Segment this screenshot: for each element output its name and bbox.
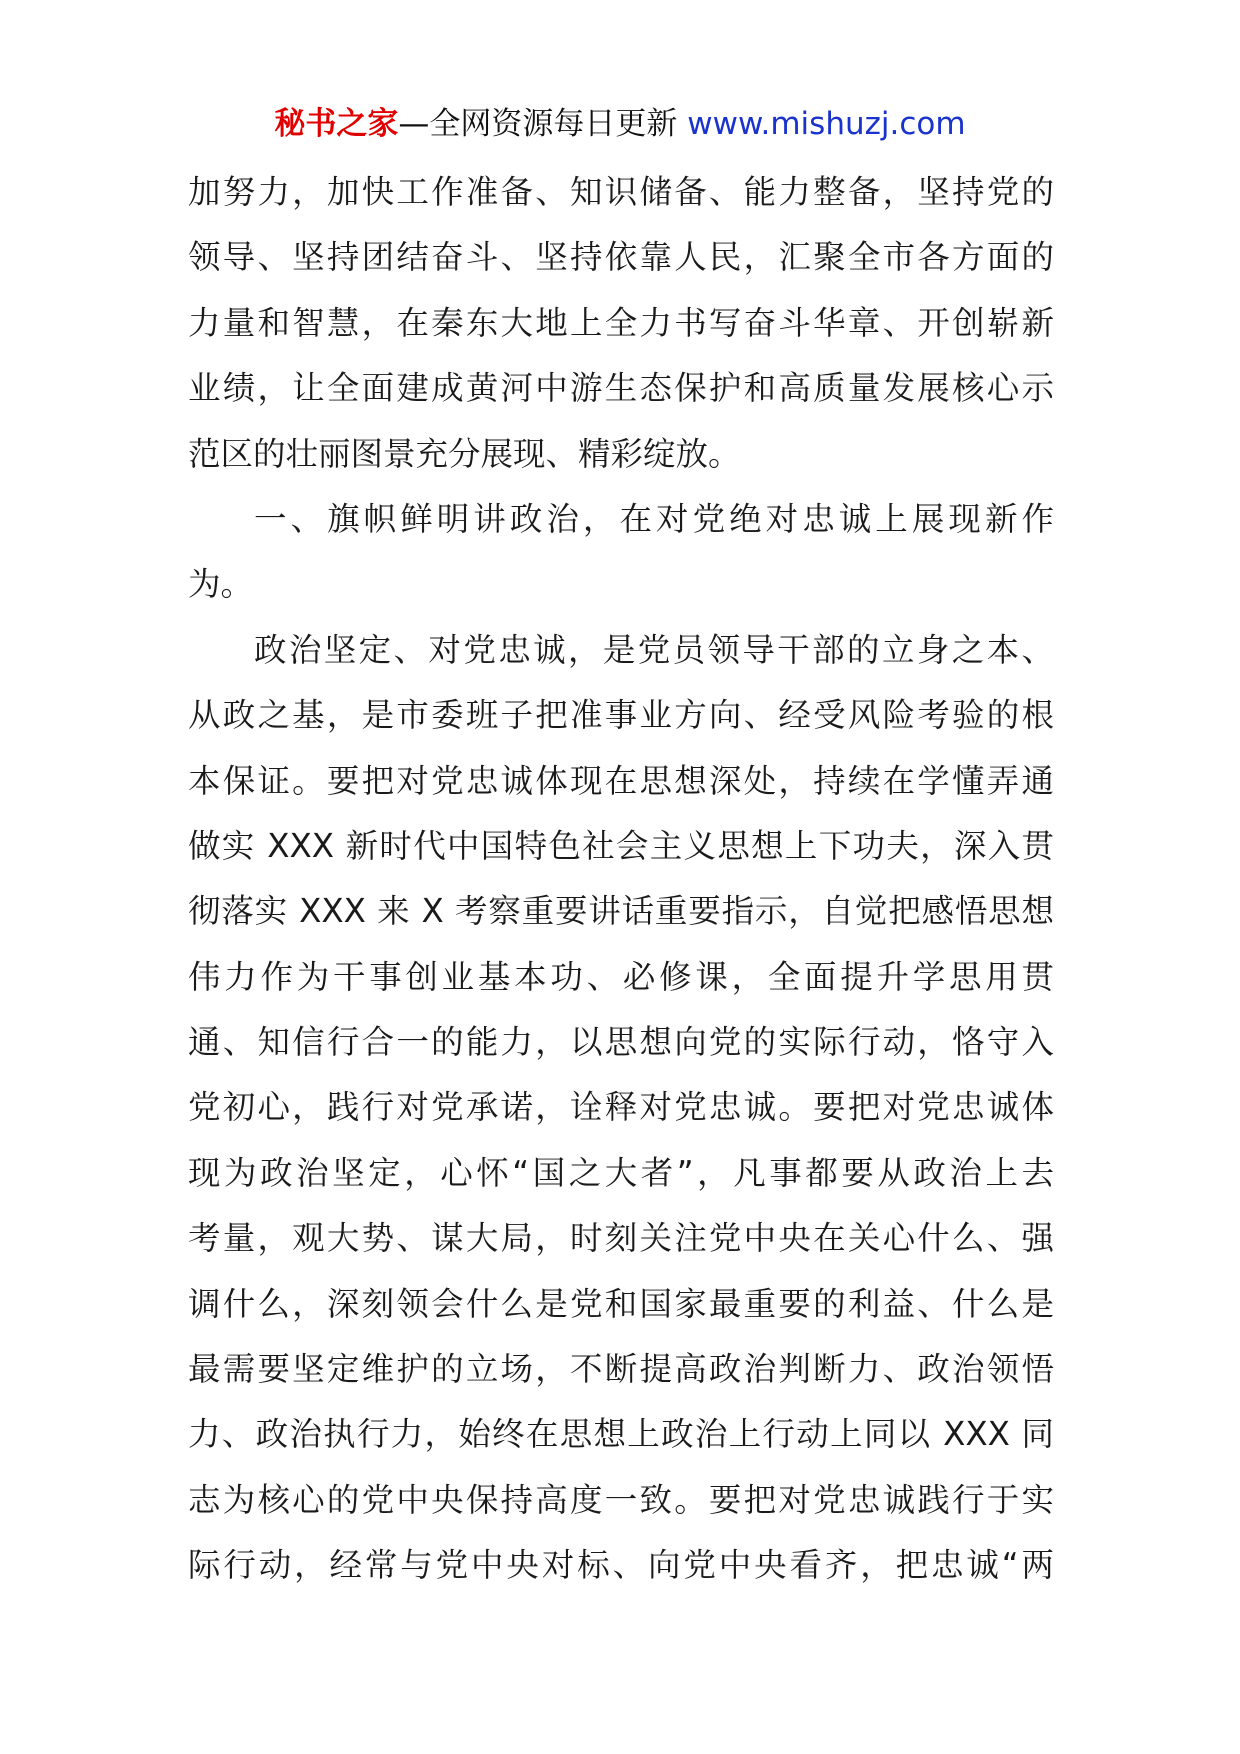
text-line: 业绩，让全面建成黄河中游生态保护和高质量发展核心示: [188, 369, 1054, 408]
section-heading: [188, 487, 1054, 618]
text-line: 党初心，践行对党承诺，诠释对党忠诚。要把对党忠诚体: [188, 1088, 1054, 1127]
brand-name: 秘书之家: [274, 106, 399, 142]
text-line: 考量，观大势、谋大局，时刻关注党中央在关心什么、强: [188, 1219, 1054, 1258]
body-paragraph: [188, 618, 1054, 1599]
site-url-link[interactable]: www.mishuzj.com: [687, 106, 966, 142]
document-body: [188, 160, 1054, 1599]
text-line: 志为核心的党中央保持高度一致。要把对党忠诚践行于实: [188, 1480, 1054, 1519]
text-line: 现为政治坚定，心怀“国之大者”，凡事都要从政治上去: [188, 1153, 1054, 1192]
text-line: 从政之基，是市委班子把准事业方向、经受风险考验的根: [188, 696, 1054, 735]
text-line: 范区的壮丽图景充分展现、精彩绽放。: [188, 434, 741, 473]
text-line: 通、知信行合一的能力，以思想向党的实际行动，恪守入: [188, 1023, 1054, 1062]
text-line: 本保证。要把对党忠诚体现在思想深处，持续在学懂弄通: [188, 761, 1054, 800]
text-line: 彻落实 XXX 来 X 考察重要讲话重要指示，自觉把感悟思想: [188, 892, 1054, 931]
heading-line: 一、旗帜鲜明讲政治，在对党绝对忠诚上展现新作: [254, 499, 1054, 538]
text-line: 最需要坚定维护的立场，不断提高政治判断力、政治领悟: [188, 1350, 1054, 1389]
header-slogan: —全网资源每日更新: [398, 106, 678, 142]
text-line: 力量和智慧，在秦东大地上全力书写奋斗华章、开创崭新: [188, 303, 1054, 342]
text-line: 领导、坚持团结奋斗、坚持依靠人民，汇聚全市各方面的: [188, 238, 1054, 277]
text-line: 伟力作为干事创业基本功、必修课，全面提升学思用贯: [188, 957, 1054, 996]
paragraph-continuation: [188, 160, 1054, 487]
text-line: 加努力，加快工作准备、知识储备、能力整备，坚持党的: [188, 173, 1054, 211]
text-line: 力、政治执行力，始终在思想上政治上行动上同以 XXX 同: [188, 1415, 1054, 1454]
heading-line: 为。: [188, 565, 254, 604]
text-line: 调什么，深刻领会什么是党和国家最重要的利益、什么是: [188, 1284, 1054, 1323]
text-line: 做实 XXX 新时代中国特色社会主义思想上下功夫，深入贯: [188, 826, 1054, 865]
site-header: [0, 101, 1240, 147]
text-line: 政治坚定、对党忠诚，是党员领导干部的立身之本、: [254, 630, 1054, 669]
text-line: 际行动，经常与党中央对标、向党中央看齐，把忠诚“两: [188, 1546, 1054, 1585]
